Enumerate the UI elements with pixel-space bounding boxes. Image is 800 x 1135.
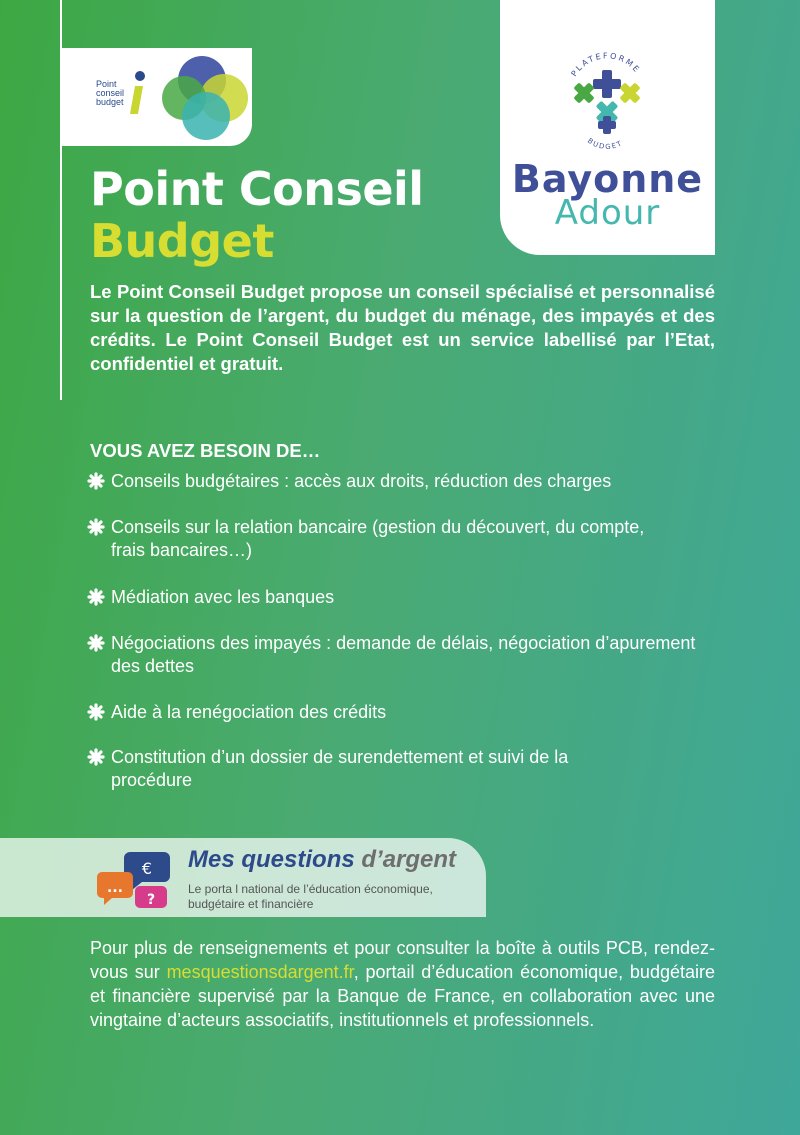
speech-bubbles-icon — [96, 848, 176, 912]
asterisk-bullet-icon — [86, 702, 106, 722]
mqa-title-part1: Mes questions — [188, 846, 355, 873]
asterisk-bullet-icon — [86, 517, 106, 537]
list-item — [86, 746, 751, 792]
mqa-subtitle: Le porta l national de l’éducation économique, budgétaire et financière — [188, 882, 433, 911]
outro-paragraph — [90, 936, 715, 1032]
question-symbol: ? — [146, 892, 156, 908]
list-item-text: Conseils sur la relation bancaire (gestion du découvert, du compte, frais bancaires…) — [111, 517, 645, 560]
pcb-circles-icon — [154, 52, 250, 144]
list-item — [86, 516, 751, 562]
arc-text-bottom: BUDGET — [586, 136, 625, 150]
plateforme-budget-emblem-icon — [562, 40, 652, 150]
mqa-title — [188, 846, 456, 874]
mqa-title-part2: d’argent — [361, 846, 457, 873]
bayonne-text: Bayonne — [511, 157, 704, 201]
list-item — [86, 586, 751, 609]
page-title-line1: Point Conseil — [90, 162, 424, 216]
list-item-text: Conseils budgétaires : accès aux droits, réduction des charges — [111, 471, 612, 491]
intro-paragraph: Le Point Conseil Budget propose un conseil spécialisé et personnalisé sur la question de l’argent, du budget du ménage, des impayés et des crédits. Le Point Conseil Budget est un service labellisé par l’Etat, confidentiel et gratuit. — [90, 281, 715, 374]
list-item — [86, 632, 751, 678]
pcb-logo — [62, 48, 252, 146]
dots-symbol: ... — [107, 880, 123, 896]
list-item-text: Aide à la renégociation des crédits — [111, 702, 387, 722]
bayonne-adour-logo — [500, 0, 715, 255]
adour-text: Adour — [554, 193, 661, 233]
page-title-line2: Budget — [90, 214, 274, 268]
asterisk-bullet-icon — [86, 747, 106, 767]
list-item-text: Négociations des impayés : demande de délais, négociation d’apurement des dettes — [111, 633, 696, 676]
list-item-text: Médiation avec les banques — [111, 587, 335, 607]
pcb-logo-text-line: Point — [96, 79, 117, 89]
mesquestionsdargent-link[interactable]: mesquestionsdargent.fr — [166, 962, 354, 982]
needs-heading: VOUS AVEZ BESOIN DE… — [90, 440, 321, 461]
outro-text-after: , portail d’éducation économique, budgétaire et financière supervisé par la Banque de France, en collaboration avec une vingtaine d’acteurs associatifs, institutionnels et professionnels. — [90, 962, 715, 1030]
list-item — [86, 470, 751, 493]
svg-text:BUDGET — [586, 137, 624, 150]
asterisk-bullet-icon — [86, 587, 106, 607]
list-item-text: Constitution d’un dossier de surendettement et suivi de la procédure — [111, 747, 569, 790]
info-i-icon — [126, 70, 148, 116]
mes-questions-dargent-banner — [0, 838, 486, 917]
asterisk-bullet-icon — [86, 471, 106, 491]
pcb-logo-text-line: conseil — [96, 88, 125, 98]
list-item — [86, 701, 751, 724]
arc-text-top: PLATEFORME — [569, 51, 643, 79]
euro-symbol: € — [141, 859, 153, 878]
asterisk-bullet-icon — [86, 633, 106, 653]
pcb-logo-text-line: budget — [96, 97, 124, 107]
outro-text-before: Pour plus de renseignements et pour consulter la boîte à outils PCB, rendez-vous sur — [90, 938, 715, 982]
